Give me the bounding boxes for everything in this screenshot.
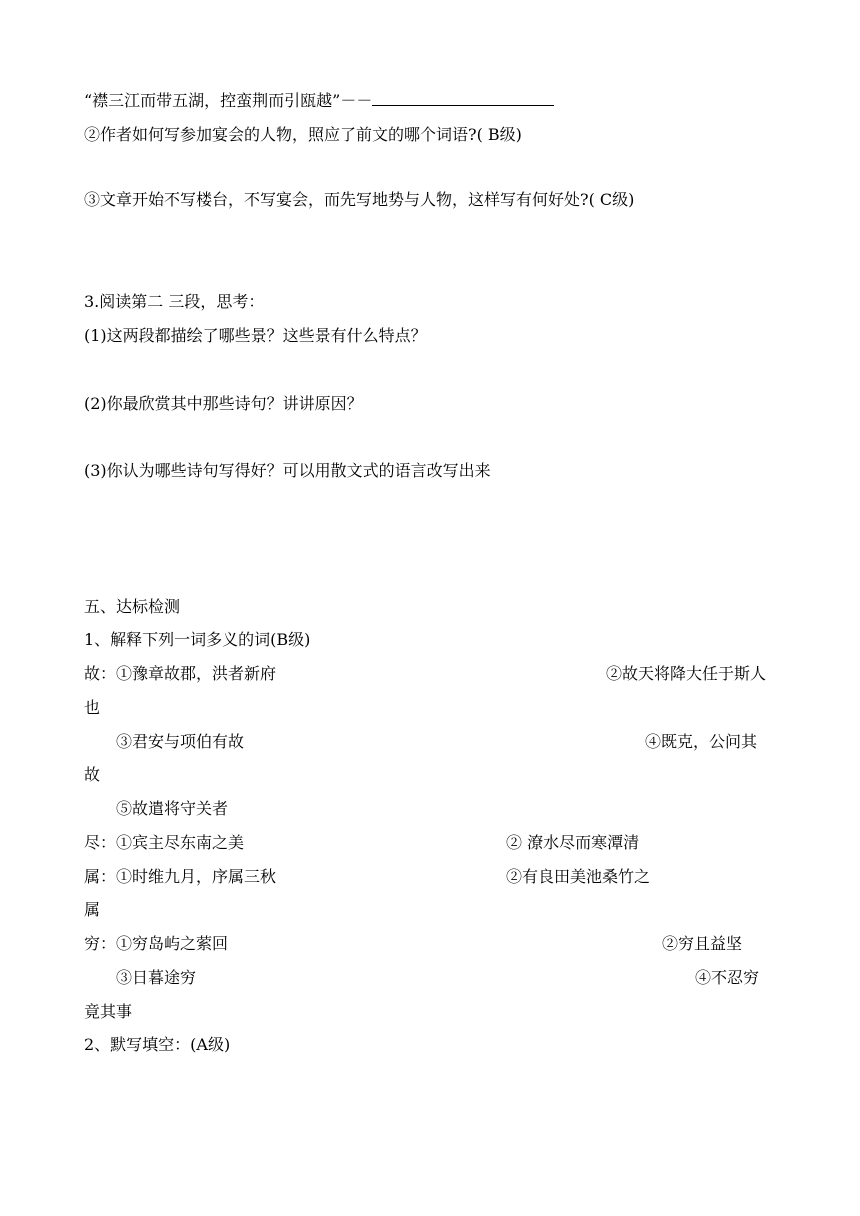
section-5-heading: 五、达标检测 [84,597,181,616]
section-3-heading: 3.阅读第二 三段，思考： [84,292,265,311]
subquestion-3: (3)你认为哪些诗句写得好？可以用散文式的语言改写出来 [84,461,491,480]
quote-text: “襟三江而带五湖，控蛮荆而引瓯越”－－ [84,91,373,110]
qiong-item-4-wrap: 竟其事 [84,1002,133,1021]
shu-item-2: ②有良田美池桑竹之 [506,867,651,886]
gu-item-2: ②故天将降大任于斯人 [606,664,767,683]
shu-item-2-wrap: 属 [84,900,101,919]
gu-item-1: 故：①豫章故郡，洪者新府 [84,664,277,683]
qiong-item-1: 穷：①穷岛屿之萦回 [84,934,229,953]
qiong-item-4: ④不忍穷 [695,968,760,987]
gu-item-2-wrap: 也 [84,698,101,717]
gu-item-4-wrap: 故 [84,765,101,784]
quote-line [84,91,554,111]
shu-item-1: 属：①时维九月，序属三秋 [84,867,277,886]
answer-blank [372,91,554,106]
qiong-item-3: ③日暮途穷 [116,968,197,987]
jin-item-2: ② 潦水尽而寒潭清 [506,833,640,852]
gu-item-4: ④既克，公问其 [645,732,758,751]
qiong-item-2: ②穷且益坚 [662,934,743,953]
gu-item-5: ⑤故遣将守关者 [116,799,229,818]
subquestion-2: (2)你最欣赏其中那些诗句？讲讲原因？ [84,394,363,413]
exercise-1-heading: 1、解释下列一词多义的词(B级) [84,630,311,649]
jin-item-1: 尽：①宾主尽东南之美 [84,833,245,852]
exercise-2-heading: 2、默写填空：(A级) [84,1035,231,1054]
subquestion-1: (1)这两段都描绘了哪些景？这些景有什么特点？ [84,326,427,345]
question-2: ②作者如何写参加宴会的人物，照应了前文的哪个词语?( B级) [84,125,522,144]
question-3: ③文章开始不写楼台，不写宴会，而先写地势与人物，这样写有何好处?( C级) [84,190,635,209]
gu-item-3: ③君安与项伯有故 [116,732,245,751]
